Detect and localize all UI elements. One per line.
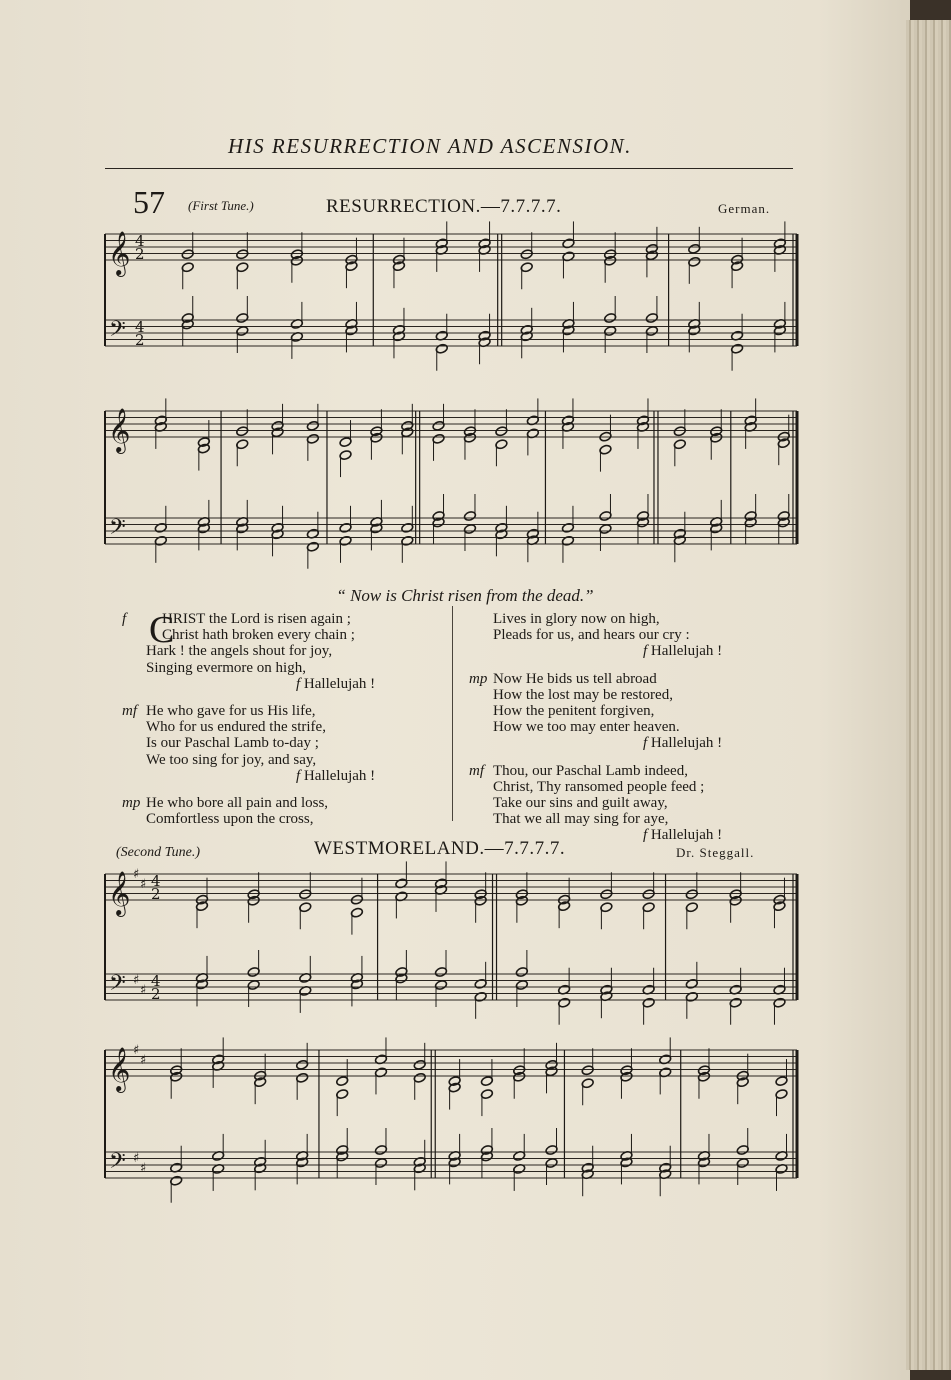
- verse-line: [493, 687, 793, 703]
- verse-text: How we too may enter heaven.: [493, 719, 680, 736]
- verse-text: How the lost may be restored,: [493, 686, 673, 703]
- verse-text: Lives in glory now on high,: [493, 611, 660, 627]
- verses-right-column: [469, 611, 793, 854]
- column-divider: [452, 606, 453, 821]
- second-tune-title: WESTMORELAND.—7.7.7.7.: [314, 838, 566, 859]
- time-signature: 2: [135, 245, 145, 263]
- first-tune-label: (First Tune.): [188, 198, 254, 213]
- verse-line: [146, 719, 446, 735]
- verse-gap: [146, 827, 446, 838]
- verse-text: Thou, our Paschal Lamb indeed,: [493, 762, 688, 779]
- verse-line: [146, 660, 446, 676]
- dynamic-marking: f: [643, 827, 651, 844]
- hallelujah-line: [146, 768, 446, 784]
- verse-text: We too sing for joy, and say,: [146, 751, 317, 768]
- time-signature: 2: [151, 885, 161, 903]
- key-signature-sharp: ♯: [133, 867, 140, 882]
- dynamic-marking: f: [296, 767, 304, 784]
- first-tune-title: RESURRECTION.—7.7.7.7.: [326, 196, 562, 217]
- verse-line: [122, 611, 446, 627]
- verse-text: Singing evermore on high,: [146, 659, 306, 676]
- verse-line: [146, 752, 446, 768]
- verse-text: He who bore all pain and loss,: [146, 794, 329, 811]
- key-signature-sharp: ♯: [133, 973, 140, 988]
- verse-text: Comfortless upon the cross,: [146, 811, 314, 828]
- verse-text: That we all may sing for aye,: [493, 811, 669, 828]
- time-signature: 4: [151, 872, 161, 890]
- verse-line: [146, 811, 446, 827]
- verse-line: [122, 702, 446, 719]
- verse-text: Is our Paschal Lamb to-day ;: [146, 735, 319, 752]
- time-signature: 2: [151, 985, 161, 1003]
- hallelujah-text: Hallelujah !: [650, 643, 723, 660]
- treble-clef: 𝄞: [108, 231, 131, 275]
- dynamic-marking: mf: [122, 702, 137, 719]
- key-signature-sharp: ♯: [140, 983, 147, 998]
- scripture-text: “ Now is Christ risen from the dead.”: [336, 586, 594, 605]
- verse-text: He who gave for us His life,: [146, 702, 316, 719]
- verse-text: How the penitent forgiven,: [493, 702, 655, 719]
- verse-text: Take our sins and guilt away,: [493, 794, 668, 811]
- key-signature-sharp: ♯: [140, 1161, 147, 1176]
- key-signature-sharp: ♯: [140, 877, 147, 892]
- dynamic-marking: mf: [469, 762, 484, 779]
- verse-line: [493, 627, 793, 643]
- verse-line: [493, 703, 793, 719]
- time-signature: 2: [135, 331, 145, 349]
- verse-line: [493, 811, 793, 827]
- verse-gap: [146, 784, 446, 795]
- verse-text: Who for us endured the strife,: [146, 719, 326, 736]
- running-head: HIS RESURRECTION AND ASCENSION.: [228, 134, 632, 158]
- hallelujah-text: Hallelujah !: [303, 767, 376, 784]
- verse-text: Christ hath broken every chain ;: [162, 627, 355, 644]
- verse-line: [469, 670, 793, 687]
- verse-gap: [493, 752, 793, 763]
- hallelujah-text: Hallelujah !: [650, 827, 723, 844]
- verse-line: [146, 627, 446, 643]
- second-tune-composer: Dr. Steggall.: [676, 845, 755, 860]
- verse-text: Hark ! the angels shout for joy,: [146, 643, 333, 660]
- hallelujah-line: [493, 735, 793, 751]
- time-signature: 4: [135, 232, 145, 250]
- dynamic-marking: f: [643, 735, 651, 752]
- verse-line: [493, 779, 793, 795]
- drop-cap: C: [149, 609, 175, 651]
- key-signature-sharp: ♯: [133, 1043, 140, 1058]
- dynamic-marking: mp: [469, 670, 488, 687]
- verse-line: [493, 719, 793, 735]
- verse-text: Now He bids us tell abroad: [493, 670, 657, 687]
- verse-line: [493, 611, 793, 627]
- verse-gap: [493, 660, 793, 671]
- hallelujah-text: Hallelujah !: [650, 735, 723, 752]
- bass-clef: 𝄢: [109, 515, 126, 545]
- hallelujah-text: Hallelujah !: [303, 675, 376, 692]
- hallelujah-line: [146, 676, 446, 692]
- verse-line: [146, 643, 446, 659]
- verse-line: [146, 735, 446, 751]
- treble-clef: 𝄞: [108, 408, 131, 452]
- hallelujah-line: [493, 643, 793, 659]
- verse-text: Pleads for us, and hears our cry :: [493, 627, 690, 644]
- dynamic-marking: f: [122, 611, 127, 627]
- verse-line: [469, 762, 793, 779]
- bass-clef: 𝄢: [109, 1149, 126, 1179]
- verses-left-column: [122, 611, 446, 838]
- verse-line: [493, 795, 793, 811]
- treble-clef: 𝄞: [108, 1047, 131, 1091]
- hymn-number: 57: [133, 184, 165, 220]
- dynamic-marking: f: [296, 675, 304, 692]
- key-signature-sharp: ♯: [133, 1151, 140, 1166]
- bass-clef: 𝄢: [109, 317, 126, 347]
- treble-clef: 𝄞: [108, 871, 131, 915]
- key-signature-sharp: ♯: [140, 1053, 147, 1068]
- verse-text: HRIST the Lord is risen again ;: [162, 611, 351, 627]
- time-signature: 4: [135, 318, 145, 336]
- dynamic-marking: f: [643, 643, 651, 660]
- second-tune-label: (Second Tune.): [116, 845, 200, 860]
- dynamic-marking: mp: [122, 794, 141, 811]
- first-tune-composer: German.: [718, 201, 771, 216]
- time-signature: 4: [151, 972, 161, 990]
- bass-clef: 𝄢: [109, 971, 126, 1001]
- verse-text: Christ, Thy ransomed people feed ;: [493, 778, 705, 795]
- verse-line: [122, 794, 446, 811]
- verse-gap: [146, 692, 446, 703]
